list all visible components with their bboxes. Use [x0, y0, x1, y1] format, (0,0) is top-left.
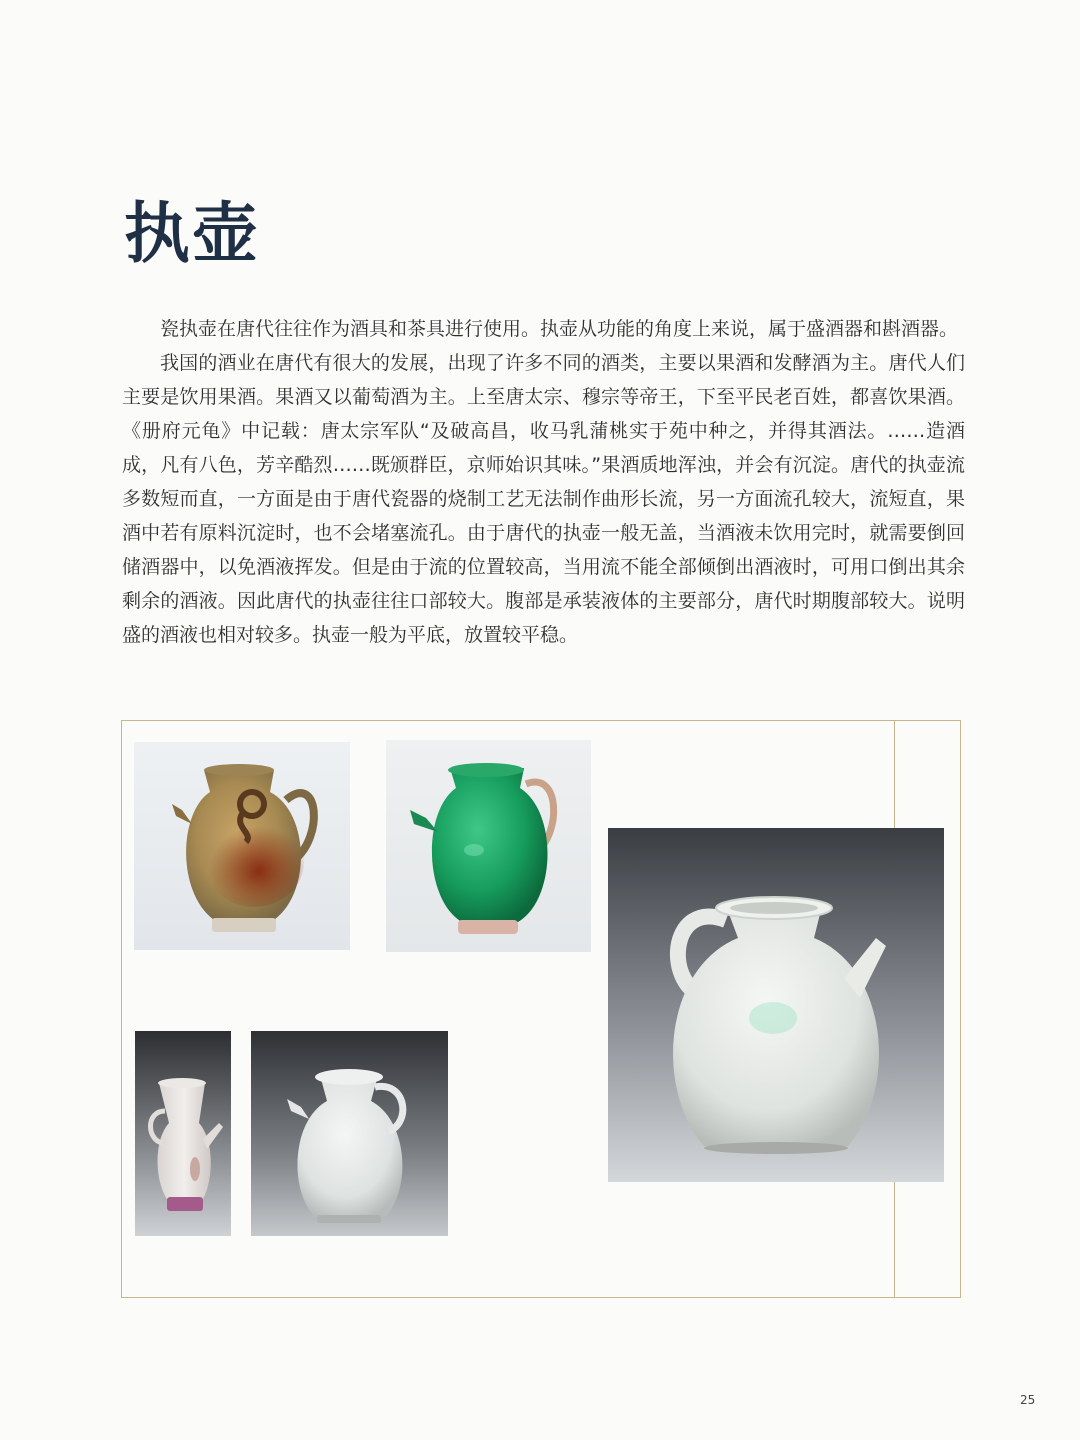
brown-glazed-ewer-image — [134, 742, 350, 950]
large-white-ewer-image — [608, 828, 944, 1182]
photo-green-glazed-ewer — [386, 740, 591, 952]
page-title: 执壶 — [124, 194, 260, 272]
white-ewer-double-handle-image — [251, 1031, 448, 1236]
photo-large-white-ewer — [608, 828, 944, 1182]
photo-brown-glazed-ewer — [134, 742, 350, 950]
paragraph-2: 我国的酒业在唐代有很大的发展，出现了许多不同的酒类，主要以果酒和发酵酒为主。唐代人们主要是饮用果酒。果酒又以葡萄酒为主。上至唐太宗、穆宗等帝王，下至平民老百姓，都喜饮果酒。《册府元龟》中记载：唐太宗军队“及破高昌，收马乳蒲桃实于苑中种之，并得其酒法。……造酒成，凡有八色，芳辛酷烈……既颁群臣，京师始识其味。”果酒质地浑浊，并会有沉淀。唐代的执壶流多数短而直，一方面是由于唐代瓷器的烧制工艺无法制作曲形长流，另一方面流孔较大，流短直，果酒中若有原料沉淀时，也不会堵塞流孔。由于唐代的执壶一般无盖，当酒液未饮用完时，就需要倒回储酒器中，以免酒液挥发。但是由于流的位置较高，当用流不能全部倾倒出酒液时，可用口倒出其余剩余的酒液。因此唐代的执壶往往口部较大。腹部是承装液体的主要部分，唐代时期腹部较大。说明盛的酒液也相对较多。执壶一般为平底，放置较平稳。 — [122, 352, 965, 646]
tall-white-ewer-image — [135, 1031, 231, 1236]
photo-white-ewer-double-handle — [251, 1031, 448, 1236]
page-number: 25 — [1020, 1393, 1036, 1407]
paragraph-1: 瓷执壶在唐代往往作为酒具和茶具进行使用。执壶从功能的角度上来说，属于盛酒器和斟酒器。 — [160, 318, 959, 340]
photo-tall-white-ewer — [135, 1031, 231, 1236]
body-text — [122, 312, 965, 652]
green-glazed-ewer-image — [386, 740, 591, 952]
